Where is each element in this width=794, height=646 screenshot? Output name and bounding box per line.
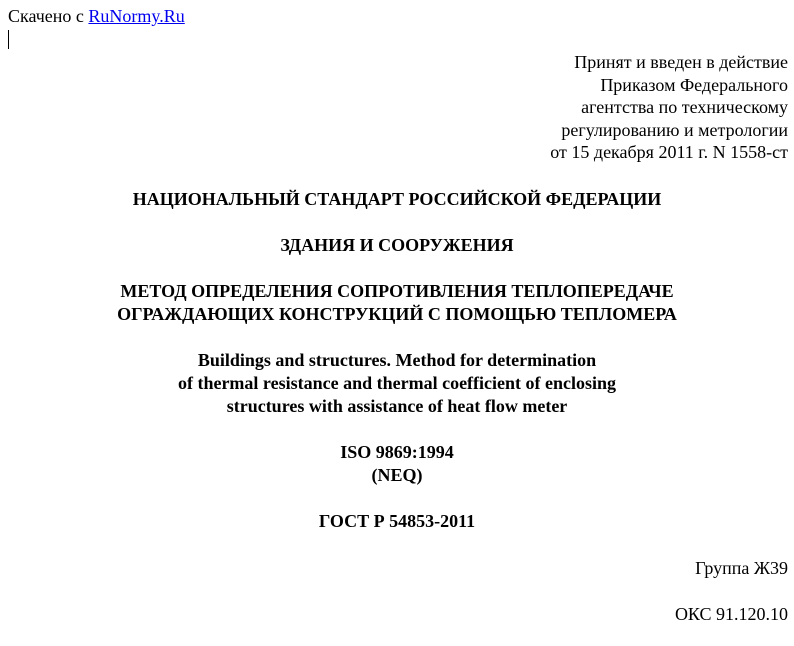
adoption-note (550, 51, 788, 164)
gost-number: ГОСТ Р 54853-2011 (318, 511, 476, 531)
section-heading: ЗДАНИЯ И СООРУЖЕНИЯ (280, 235, 514, 255)
iso-reference (0, 441, 794, 487)
adoption-line: Приказом Федерального (600, 74, 788, 95)
adoption-line: регулированию и метрологии (561, 119, 788, 140)
classification-oks: ОКС 91.120.10 (674, 604, 788, 624)
title-russian-line: МЕТОД ОПРЕДЕЛЕНИЯ СОПРОТИВЛЕНИЯ ТЕПЛОПЕРЕДАЧЕ (120, 281, 674, 301)
adoption-line: агентства по техническому (581, 97, 788, 118)
adoption-line: Принят и введен в действие (574, 52, 788, 72)
runormy-link[interactable]: RuNormy.Ru (88, 6, 185, 26)
iso-number: ISO 9869:1994 (340, 442, 454, 462)
title-russian-line: ОГРАЖДАЮЩИХ КОНСТРУКЦИЙ С ПОМОЩЬЮ ТЕПЛОМЕРА (117, 304, 677, 324)
source-prefix: Скачено с (8, 6, 89, 26)
title-english-line: of thermal resistance and thermal coefficient of enclosing (177, 373, 617, 393)
classification-group: Группа Ж39 (695, 558, 788, 578)
title-english-line: structures with assistance of heat flow meter (226, 396, 568, 416)
text-cursor (8, 30, 9, 49)
title-english (0, 349, 794, 418)
title-russian (0, 280, 794, 326)
adoption-line: от 15 декабря 2011 г. N 1558-ст (550, 142, 788, 163)
source-line (8, 6, 185, 26)
title-english-line: Buildings and structures. Method for determination (197, 350, 597, 370)
national-standard-heading: НАЦИОНАЛЬНЫЙ СТАНДАРТ РОССИЙСКОЙ ФЕДЕРАЦИИ (132, 189, 662, 209)
iso-equivalence: (NEQ) (371, 465, 423, 485)
